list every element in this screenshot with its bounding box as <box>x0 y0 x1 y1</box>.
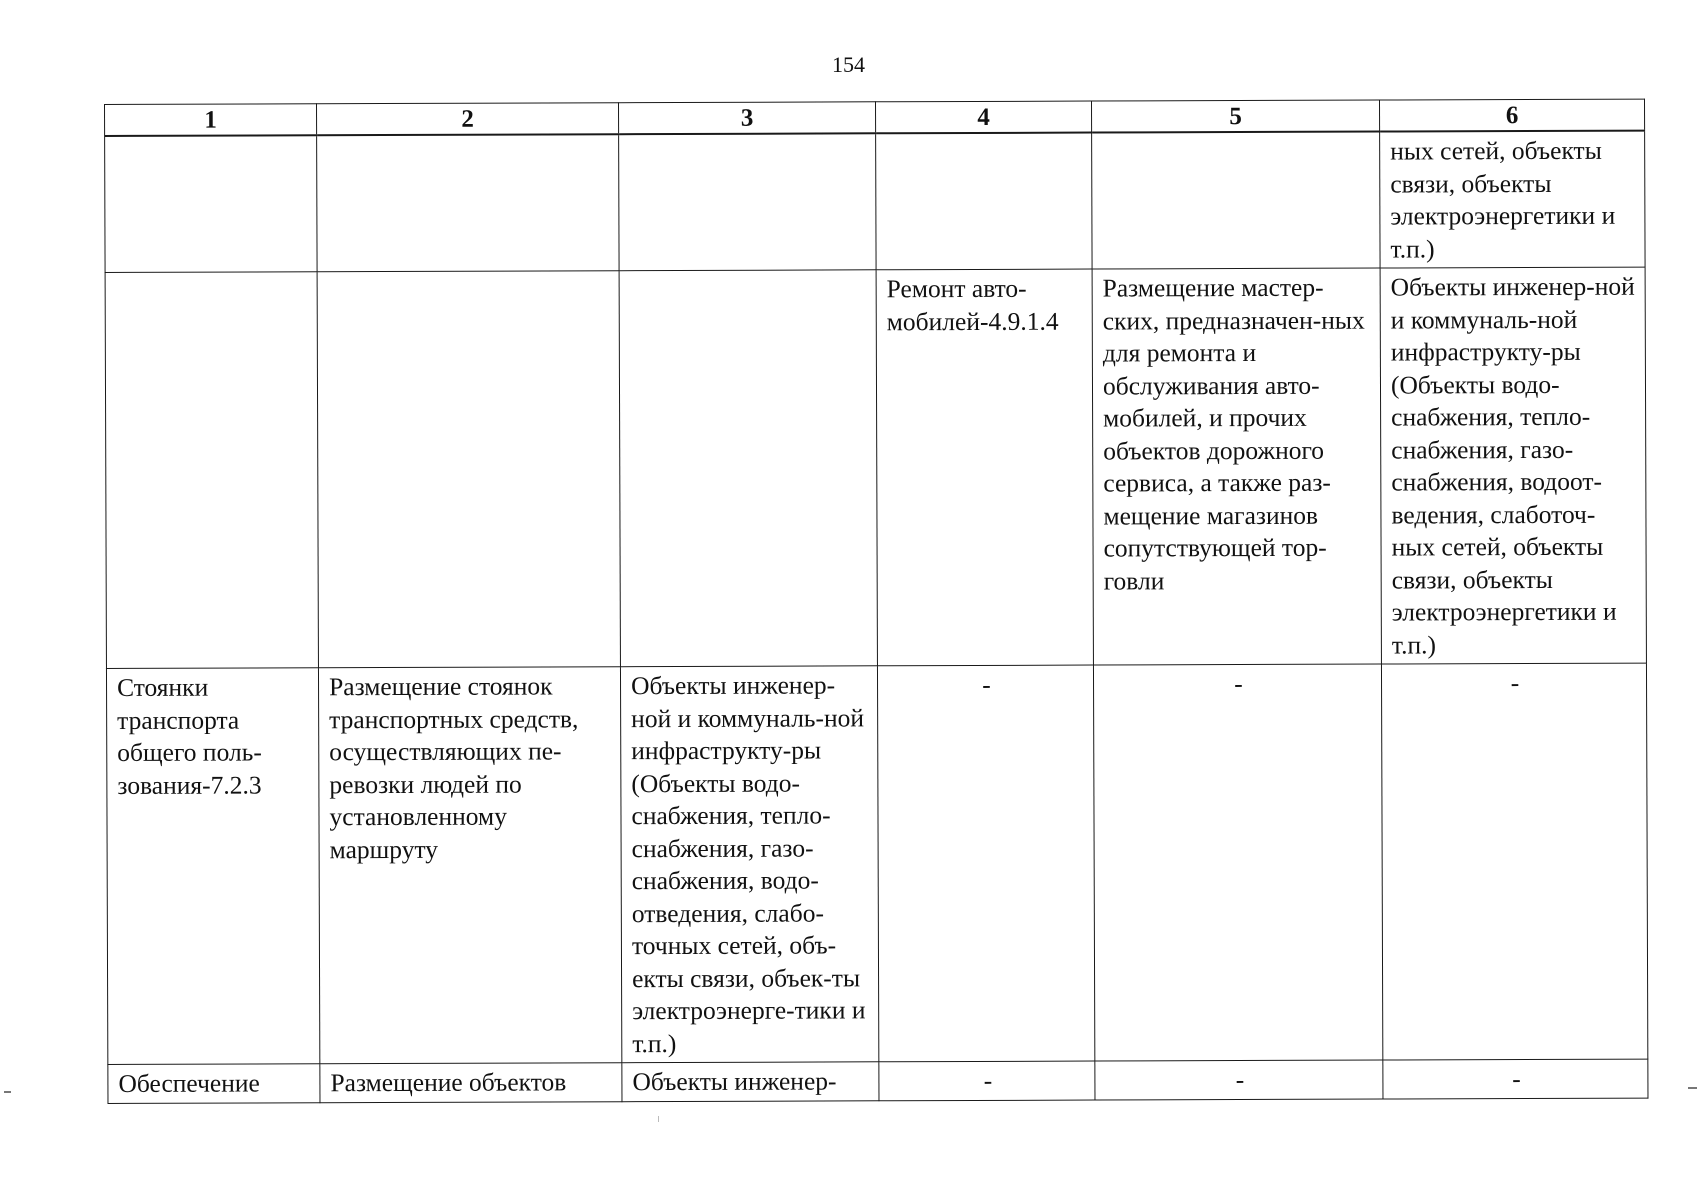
table-cell: Объекты инженер- <box>622 1062 879 1101</box>
table-cell: - <box>1095 1060 1383 1100</box>
table-cell: Объекты инженер-ной и коммуналь-ной инфраструкту-ры (Объекты водо-снабжения, тепло-снабжения, газо-снабжения, водоот-ведения, слаботоч-ных сетей, объекты связи, объекты электроэнергетики и т.п.) <box>1380 267 1646 664</box>
scan-margin-mark <box>1688 1087 1697 1089</box>
table-cell <box>317 134 619 272</box>
table-cell <box>876 133 1092 270</box>
table-cell: Ремонт авто-мобилей-4.9.1.4 <box>876 269 1093 666</box>
land-use-table <box>104 99 1648 1104</box>
table-cell: - <box>879 1061 1095 1100</box>
table-cell <box>105 272 318 669</box>
table-cell: - <box>1383 1059 1648 1098</box>
column-header-4: 4 <box>875 101 1091 133</box>
table-cell <box>105 135 317 272</box>
scan-margin-mark <box>658 1116 659 1122</box>
table-cell: Стоянки транспорта общего поль-зования-7.2.3 <box>106 668 319 1065</box>
table-cell: ных сетей, объекты связи, объекты электроэнергетики и т.п.) <box>1380 131 1645 268</box>
table-row <box>105 131 1645 273</box>
table-cell: Размещение мастер-ских, предназначен-ных для ремонта и обслуживания авто-мобилей, и прочих объектов дорожного сервиса, а также раз-мещение магазинов сопутствующей тор-говли <box>1092 268 1381 665</box>
table-cell: Размещение объектов <box>320 1063 622 1103</box>
table-cell <box>317 271 620 668</box>
page-number: 154 <box>832 52 865 77</box>
column-header-2: 2 <box>317 103 619 136</box>
table-cell <box>619 133 876 270</box>
column-header-1: 1 <box>105 104 317 136</box>
table-cell <box>1092 132 1380 270</box>
table-cell <box>619 270 877 667</box>
column-header-5: 5 <box>1091 100 1379 133</box>
table-cell: - <box>1093 664 1382 1061</box>
table-cell: Обеспечение <box>108 1064 320 1103</box>
scan-margin-mark <box>4 1091 11 1093</box>
table-cell: Размещение стоянок транспортных средств, осуществляющих пе-ревозки людей по установленному маршруту <box>318 667 621 1064</box>
table-cell: - <box>1381 663 1647 1060</box>
column-header-3: 3 <box>618 102 875 134</box>
column-header-6: 6 <box>1379 99 1644 131</box>
table-row <box>105 267 1646 668</box>
table-cell: Объекты инженер-ной и коммуналь-ной инфраструкту-ры (Объекты водо-снабжения, тепло-снабжения, газо-снабжения, водо-отведения, слабо-точных сетей, объ-екты связи, объек-ты электроэнерге-тики и т.п.) <box>620 666 878 1063</box>
table-cell: - <box>877 665 1094 1062</box>
table-row <box>108 1059 1648 1103</box>
table-row <box>106 663 1647 1064</box>
